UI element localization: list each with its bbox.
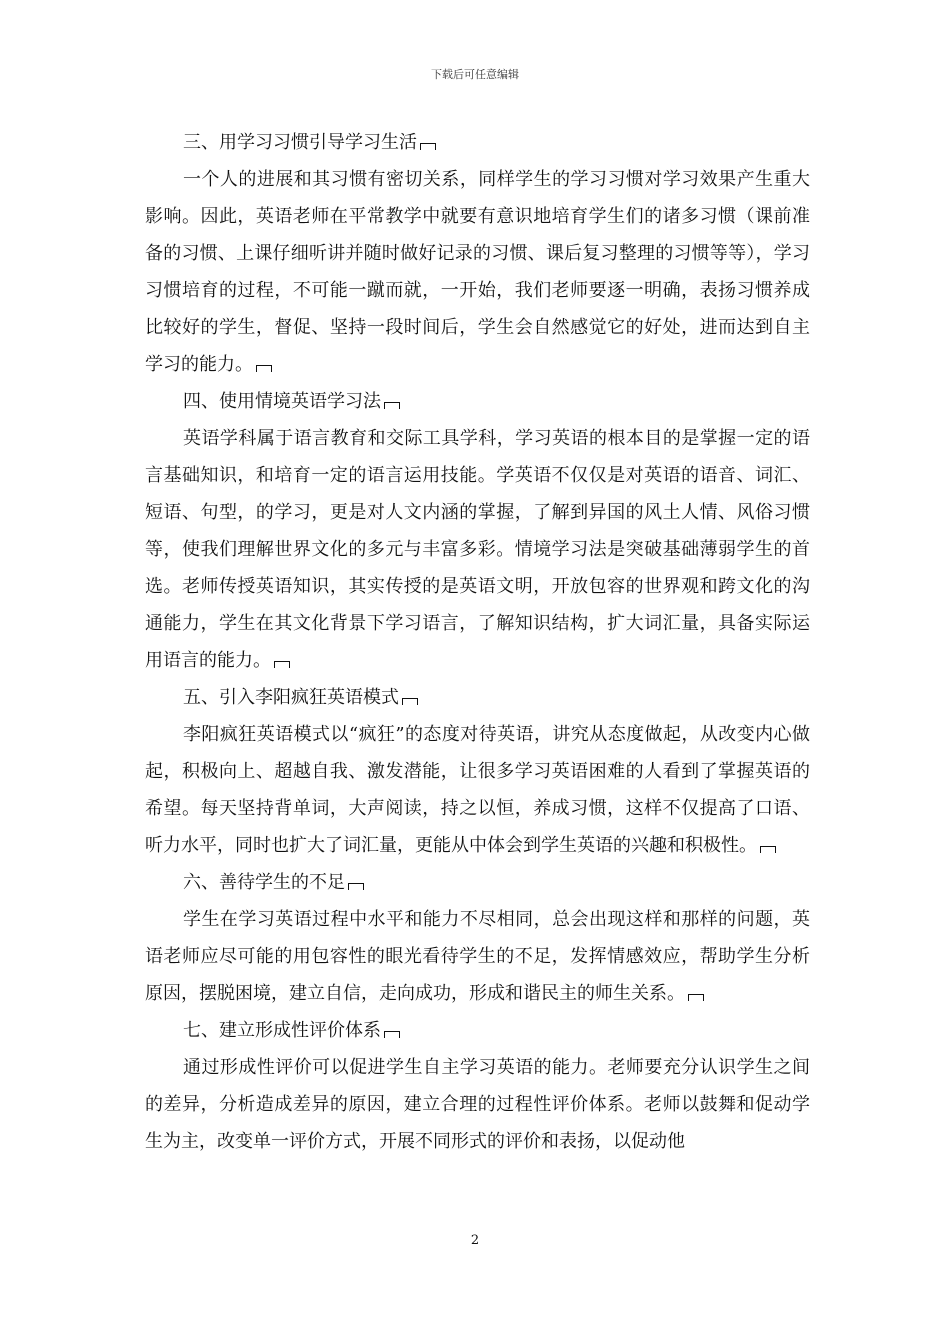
paragraph: 一个人的进展和其习惯有密切关系，同样学生的学习习惯对学习效果产生重大影响。因此，英语老师在平常教学中就要有意识地培育学生们的诸多习惯（课前准备的习惯、上课仔细听讲并随时做好记录的习惯、课后复习整理的习惯等等），学习习惯培育的过程，不可能一蹴而就，一开始，我们老师要逐一明确，表扬习惯养成比较好的学生，督促、坚持一段时间后，学生会自然感觉它的好处，进而达到自主学习的能力。 bbox=[145, 169, 810, 375]
paragraph-mark-icon bbox=[274, 661, 290, 668]
paragraph-mark-icon bbox=[760, 846, 776, 853]
section-heading: 三、用学习习惯引导学习生活 bbox=[145, 124, 810, 161]
section-heading: 四、使用情境英语学习法 bbox=[145, 383, 810, 420]
paragraph-mark-icon bbox=[384, 402, 400, 409]
page-header: 下载后可任意编辑 bbox=[431, 68, 519, 81]
paragraph-mark-icon bbox=[402, 698, 418, 705]
paragraph-mark-icon bbox=[420, 143, 436, 150]
paragraph: 学生在学习英语过程中水平和能力不尽相同，总会出现这样和那样的问题，英语老师应尽可能的用包容性的眼光看待学生的不足，发挥情感效应，帮助学生分析原因，摆脱困境，建立自信，走向成功，形成和谐民主的师生关系。 bbox=[145, 909, 810, 1004]
section-heading: 七、建立形成性评价体系 bbox=[145, 1012, 810, 1049]
paragraph-mark-icon bbox=[688, 994, 704, 1001]
paragraph-mark-icon bbox=[256, 365, 272, 372]
paragraph: 英语学科属于语言教育和交际工具学科，学习英语的根本目的是掌握一定的语言基础知识，和培育一定的语言运用技能。学英语不仅仅是对英语的语音、词汇、短语、句型，的学习，更是对人文内涵的掌握，了解到异国的风土人情、风俗习惯等，使我们理解世界文化的多元与丰富多彩。情境学习法是突破基础薄弱学生的首选。老师传授英语知识，其实传授的是英语文明，开放包容的世界观和跨文化的沟通能力，学生在其文化背景下学习语言，了解知识结构，扩大词汇量，具备实际运用语言的能力。 bbox=[145, 428, 810, 671]
document-body bbox=[145, 124, 810, 1160]
paragraph-mark-icon bbox=[348, 883, 364, 890]
page-number: 2 bbox=[470, 1233, 480, 1248]
paragraph: 李阳疯狂英语模式以“疯狂”的态度对待英语，讲究从态度做起，从改变内心做起，积极向上、超越自我、激发潜能，让很多学习英语困难的人看到了掌握英语的希望。每天坚持背单词，大声阅读，持之以恒，养成习惯，这样不仅提高了口语、听力水平，同时也扩大了词汇量，更能从中体会到学生英语的兴趣和积极性。 bbox=[145, 724, 810, 856]
section-heading: 五、引入李阳疯狂英语模式 bbox=[145, 679, 810, 716]
paragraph: 通过形成性评价可以促进学生自主学习英语的能力。老师要充分认识学生之间的差异，分析造成差异的原因，建立合理的过程性评价体系。老师以鼓舞和促动学生为主，改变单一评价方式，开展不同形式的评价和表扬，以促动他 bbox=[145, 1057, 810, 1152]
paragraph-mark-icon bbox=[384, 1031, 400, 1038]
section-heading: 六、善待学生的不足 bbox=[145, 864, 810, 901]
